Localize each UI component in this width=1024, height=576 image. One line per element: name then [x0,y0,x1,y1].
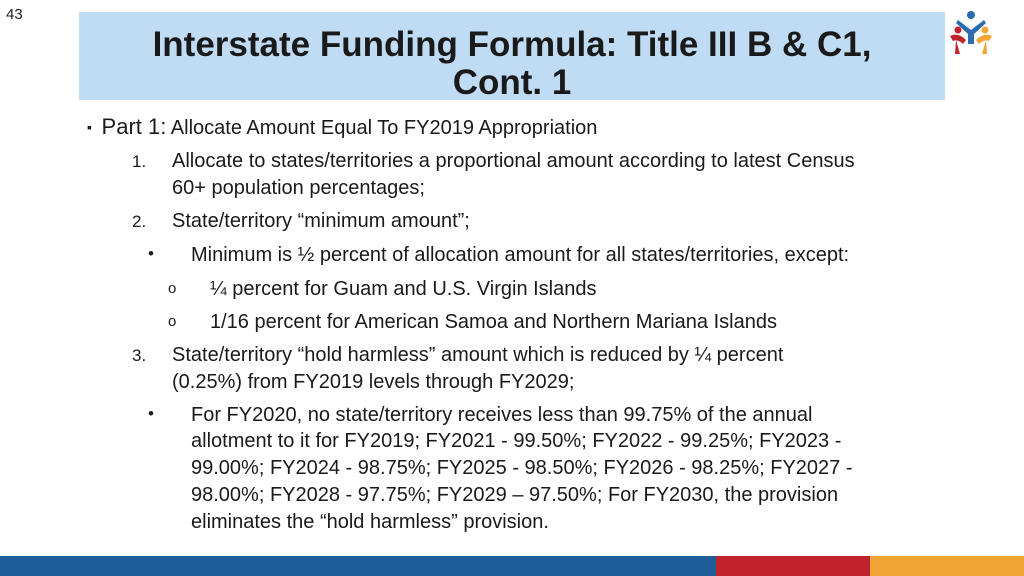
item2-bullet-icon: • [148,244,154,263]
item3-bullet-line2: allotment to it for FY2019; FY2021 - 99.50%; FY2022 - 99.25%; FY2023 - [191,430,842,452]
item3-bullet-line4: 98.00%; FY2028 - 97.75%; FY2029 – 97.50%; For FY2030, the provision [191,484,839,506]
footer-bar-orange [870,556,1024,576]
item1-line2: 60+ population percentages; [172,177,425,199]
part1-label: Part 1: [101,114,167,139]
item2-sub2-text: 1/16 percent for American Samoa and Northern Mariana Islands [210,311,777,333]
item2-bullet-text: Minimum is ½ percent of allocation amount for all states/territories, except: [191,244,850,266]
slide-number: 43 [6,6,23,23]
item1-number: 1. [132,152,147,171]
square-bullet-icon: ▪ [87,119,92,135]
item3-line1: State/territory “hold harmless” amount which is reduced by ¼ percent [172,344,784,366]
item3-bullet-line5: eliminates the “hold harmless” provision. [191,511,549,533]
item3-bullet-line3: 99.00%; FY2024 - 98.75%; FY2025 - 98.50%; FY2026 - 98.25%; FY2027 - [191,457,853,479]
item3-bullet-line1: For FY2020, no state/territory receives less than 99.75% of the annual [191,404,813,426]
item1-line1: Allocate to states/territories a proportional amount according to latest Census [172,150,855,172]
item3-number: 3. [132,346,147,365]
footer-color-bar [0,556,1024,576]
page-title-line-2: Cont. 1 [452,63,572,102]
item2-sub2-icon: o [168,313,177,330]
item2-sub1-icon: o [168,280,177,297]
footer-bar-blue [0,556,716,576]
footer-bar-red [716,556,870,576]
item2-number: 2. [132,212,147,231]
item2-sub1-text: ¼ percent for Guam and U.S. Virgin Islands [210,278,597,300]
item3-line2: (0.25%) from FY2019 levels through FY2029; [172,371,575,393]
part1-row [87,114,597,142]
item3-bullet-icon: • [148,404,154,423]
page-title-line-1: Interstate Funding Formula: Title III B & C1, [152,25,872,64]
item2-line1: State/territory “minimum amount”; [172,210,470,232]
part1-text: Allocate Amount Equal To FY2019 Appropriation [170,117,598,139]
